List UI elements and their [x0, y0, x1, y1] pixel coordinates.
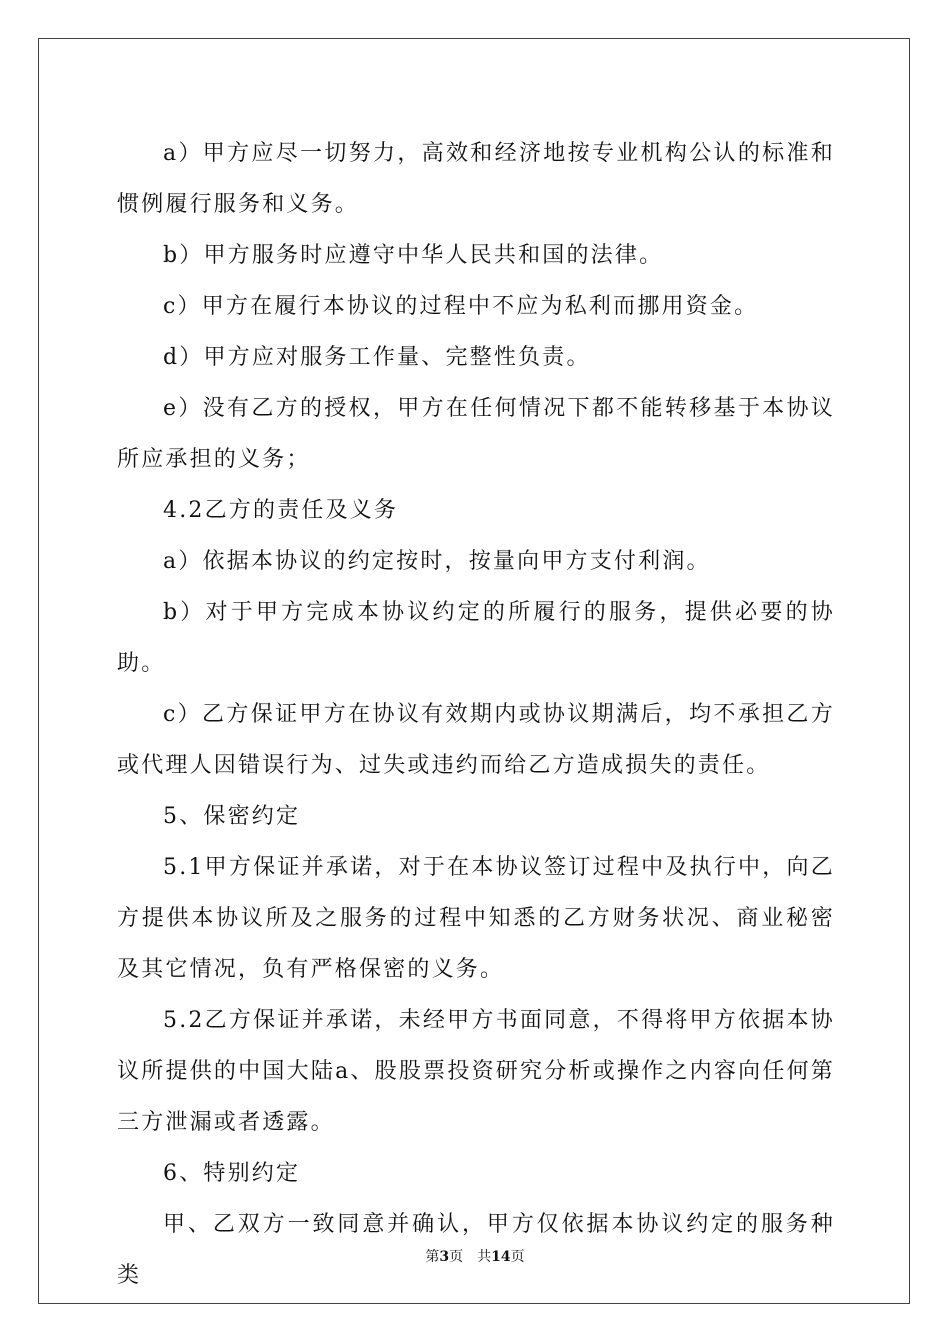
- page-suffix: 页: [449, 1249, 464, 1265]
- paragraph: b）对于甲方完成本协议约定的所履行的服务，提供必要的协助。: [117, 600, 835, 676]
- page-prefix: 第: [425, 1249, 440, 1265]
- total-prefix: 共: [477, 1249, 492, 1265]
- paragraph: d）甲方应对服务工作量、完整性负责。: [163, 345, 591, 370]
- total-suffix: 页: [510, 1249, 525, 1265]
- paragraph: a）依据本协议的约定按时，按量向甲方支付利润。: [163, 549, 711, 574]
- paragraph: a）甲方应尽一切努力，高效和经济地按专业机构公认的标准和惯例履行服务和义务。: [117, 141, 835, 217]
- paragraph: 5.1甲方保证并承诺，对于在本协议签订过程中及执行中，向乙方提供本协议所及之服务的过程中知悉的乙方财务状况、商业秘密及其它情况，负有严格保密的义务。: [117, 855, 835, 982]
- section-heading: 6、特别约定: [163, 1161, 301, 1186]
- section-heading: 4.2乙方的责任及义务: [163, 498, 399, 523]
- paragraph: c）甲方在履行本协议的过程中不应为私利而挪用资金。: [163, 294, 759, 319]
- paragraph: 5.2乙方保证并承诺，未经甲方书面同意，不得将甲方依据本协议所提供的中国大陆a、股股票投资研究分析或操作之内容向任何第三方泄漏或者透露。: [117, 1008, 835, 1135]
- paragraph: c）乙方保证甲方在协议有效期内或协议期满后，均不承担乙方或代理人因错误行为、过失或违约而给乙方造成损失的责任。: [117, 702, 835, 778]
- paragraph: 甲、乙双方一致同意并确认，甲方仅依据本协议约定的服务种类: [117, 1212, 835, 1288]
- total-pages: 14: [491, 1249, 511, 1265]
- document-body: [117, 128, 835, 1301]
- paragraph: e）没有乙方的授权，甲方在任何情况下都不能转移基于本协议所应承担的义务；: [117, 396, 835, 472]
- page-number: 3: [439, 1249, 450, 1265]
- page-footer: [0, 1246, 950, 1266]
- section-heading: 5、保密约定: [163, 804, 301, 829]
- paragraph: b）甲方服务时应遵守中华人民共和国的法律。: [163, 243, 664, 268]
